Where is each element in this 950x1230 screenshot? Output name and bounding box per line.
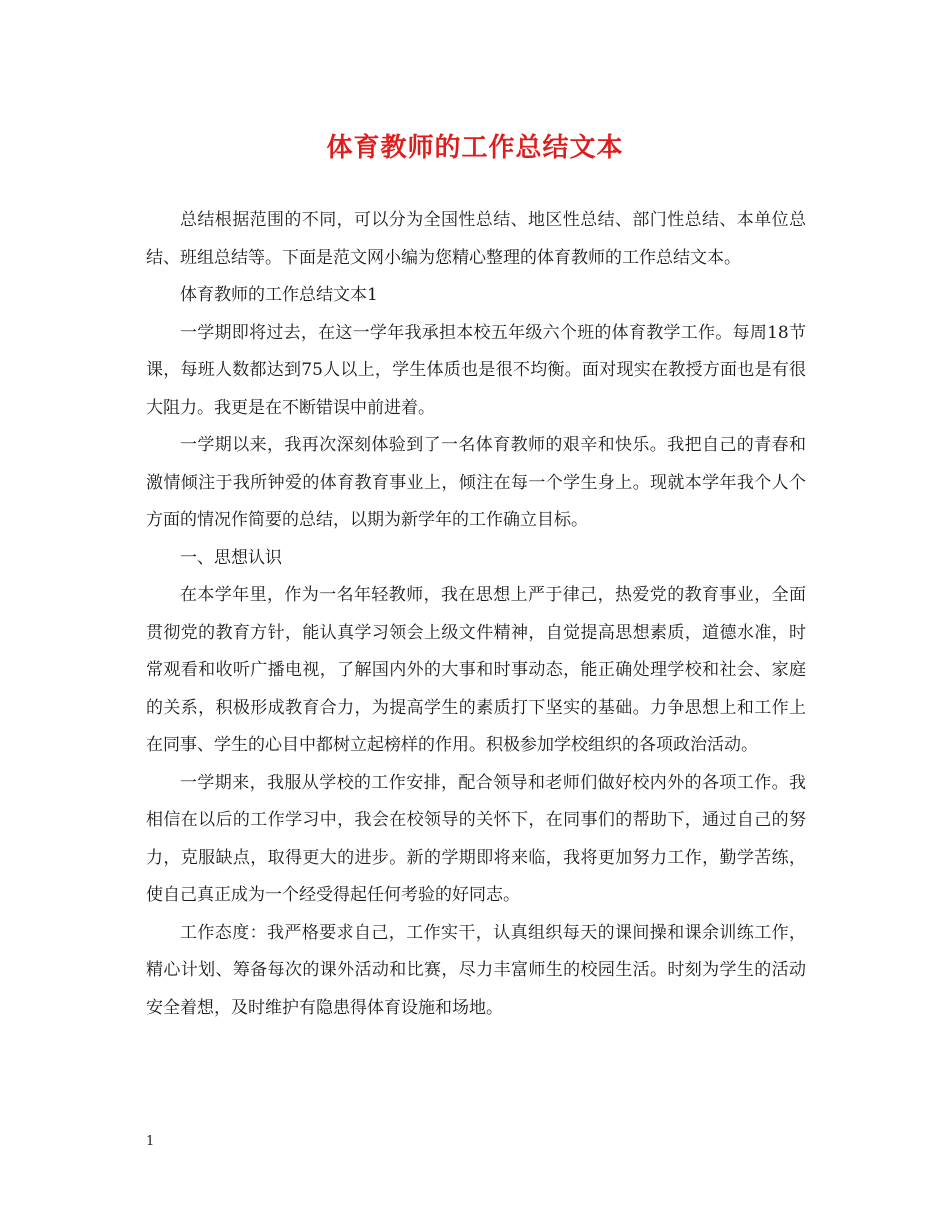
document-title: 体育教师的工作总结文本 <box>326 133 624 163</box>
paragraph-work-arrangement: 一学期来，我服从学校的工作安排，配合领导和老师们做好校内外的各项工作。我相信在以后的工作学习中，我会在校领导的关怀下，在同事们的帮助下，通过自己的努力，克服缺点，取得更大的进步。新的学期即将来临，我将更加努力工作，勤学苦练，使自己真正成为一个经受得起任何考验的好同志。 <box>146 772 806 905</box>
page-number: 1 <box>146 1134 155 1149</box>
paragraph-work-attitude: 工作态度：我严格要求自己，工作实干，认真组织每天的课间操和课余训练工作，精心计划、筹备每次的课外活动和比赛，尽力丰富师生的校园生活。时刻为学生的活动安全着想，及时维护有隐患得体育设施和场地。 <box>146 922 806 1018</box>
paragraph-semester: 一学期即将过去，在这一学年我承担本校五年级六个班的体育教学工作。每周18节课，每班人数都达到75人以上，学生体质也是很不均衡。面对现实在教授方面也是有很大阻力。我更是在不断错误中前进着。 <box>146 322 806 418</box>
paragraph-section-heading: 体育教师的工作总结文本1 <box>180 285 378 305</box>
document-body <box>146 202 806 1027</box>
paragraph-intro: 总结根据范围的不同，可以分为全国性总结、地区性总结、部门性总结、本单位总结、班组总结等。下面是范文网小编为您精心整理的体育教师的工作总结文本。 <box>146 210 806 268</box>
paragraph-thinking: 在本学年里，作为一名年轻教师，我在思想上严于律己，热爱党的教育事业，全面贯彻党的教育方针，能认真学习领会上级文件精神，自觉提高思想素质，道德水准，时常观看和收听广播电视，了解国内外的大事和时事动态，能正确处理学校和社会、家庭的关系，积极形成教育合力，为提高学生的素质打下坚实的基础。力争思想上和工作上在同事、学生的心目中都树立起榜样的作用。积极参加学校组织的各项政治活动。 <box>146 585 806 755</box>
paragraph-experience: 一学期以来，我再次深刻体验到了一名体育教师的艰辛和快乐。我把自己的青春和激情倾注于我所钟爱的体育教育事业上，倾注在每一个学生身上。现就本学年我个人个方面的情况作简要的总结，以期为新学年的工作确立目标。 <box>146 435 806 530</box>
paragraph-heading-thinking: 一、思想认识 <box>180 547 282 568</box>
